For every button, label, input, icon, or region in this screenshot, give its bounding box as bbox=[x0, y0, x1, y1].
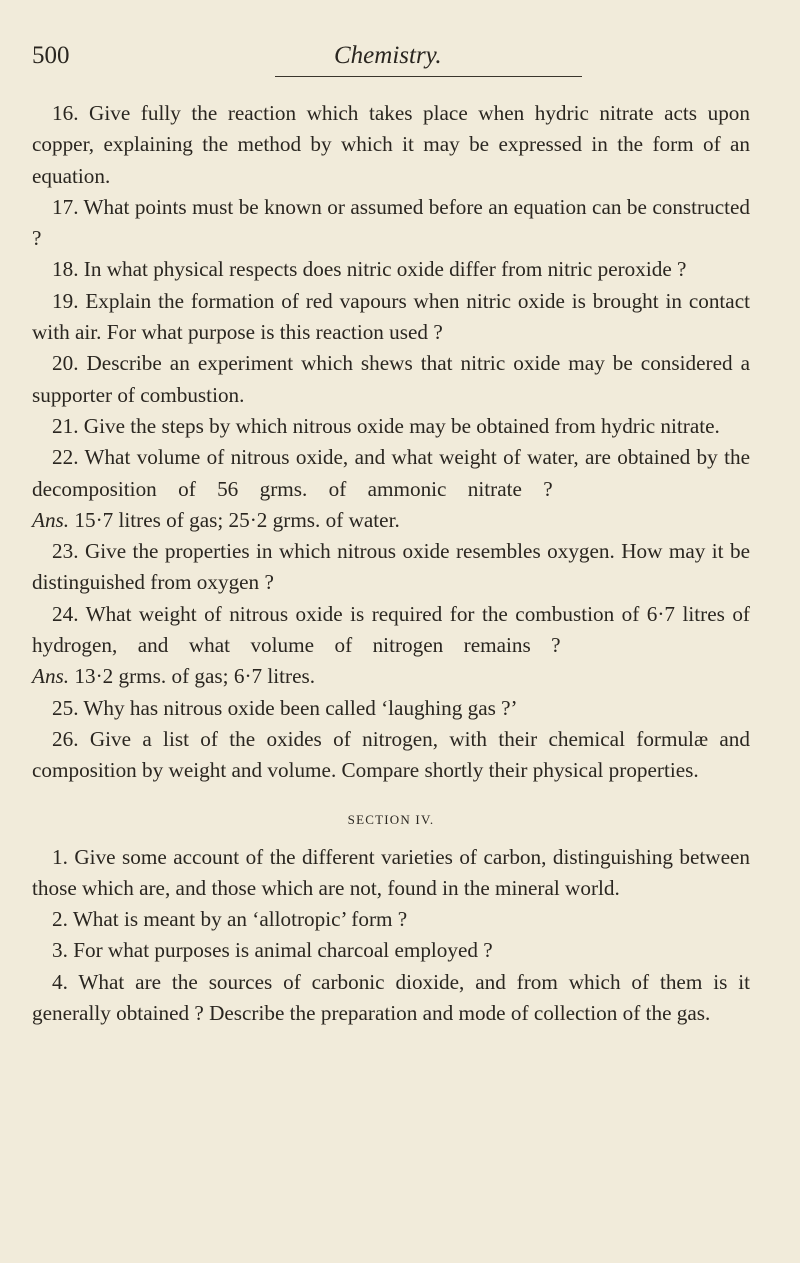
section-heading: SECTION IV. bbox=[347, 811, 435, 827]
question-26 bbox=[32, 724, 750, 787]
question-24 bbox=[32, 599, 750, 693]
book-page bbox=[32, 42, 750, 1029]
answer bbox=[32, 508, 400, 532]
question-18 bbox=[32, 254, 750, 285]
page-header bbox=[32, 42, 750, 82]
question-text: Describe an experiment which shews that nitric oxide may be considered a supporter of combustion. bbox=[32, 351, 751, 407]
question-number: 2. bbox=[52, 907, 68, 932]
answer-text: 15·7 litres of gas; 25·2 grms. of water. bbox=[74, 507, 400, 532]
question-4 bbox=[32, 967, 750, 1030]
question-21 bbox=[32, 411, 750, 442]
question-text: Give the steps by which nitrous oxide may be obtained from hydric nitrate. bbox=[83, 413, 720, 438]
question-number: 3. bbox=[52, 938, 68, 963]
question-text: Give fully the reaction which takes place when hydric nitrate acts upon copper, explaining the method by which it may be expressed in the form of an equation. bbox=[32, 101, 750, 188]
question-text: What volume of nitrous oxide, and what weight of water, are obtained by the decomposition of 56 grms. of ammonic nitrate ? bbox=[32, 445, 750, 501]
question-text: Give some account of the different varieties of carbon, distinguishing between those which are, and those which are not, found in the mineral world. bbox=[32, 844, 751, 900]
answer bbox=[32, 664, 315, 688]
question-number: 18. bbox=[52, 257, 79, 282]
question-text: In what physical respects does nitric oxide differ from nitric peroxide ? bbox=[83, 257, 687, 282]
question-23 bbox=[32, 536, 750, 599]
question-text: What weight of nitrous oxide is required for the combustion of 6·7 litres of hydrogen, and what volume of nitrogen remains ? bbox=[32, 601, 750, 658]
answer-label: Ans. bbox=[32, 507, 70, 532]
question-number: 1. bbox=[52, 844, 68, 869]
question-number: 19. bbox=[52, 288, 79, 313]
question-list bbox=[32, 98, 750, 787]
running-title: Chemistry. bbox=[334, 42, 442, 69]
header-rule bbox=[275, 76, 582, 77]
answer-label: Ans. bbox=[32, 664, 70, 689]
question-17 bbox=[32, 192, 750, 255]
question-text: What is meant by an ‘allotropic’ form ? bbox=[72, 907, 408, 932]
question-20 bbox=[32, 348, 750, 411]
question-text: What are the sources of carbonic dioxide, and from which of them is it generally obtained ? Describe the preparation and mode of collection of the gas. bbox=[32, 969, 750, 1026]
question-number: 21. bbox=[52, 413, 79, 438]
question-number: 26. bbox=[52, 726, 79, 751]
question-number: 25. bbox=[52, 695, 79, 720]
question-2 bbox=[32, 904, 750, 935]
question-19 bbox=[32, 286, 750, 349]
page-body bbox=[32, 98, 750, 1029]
question-text: Give the properties in which nitrous oxide resembles oxygen. How may it be distinguished from oxygen ? bbox=[32, 539, 751, 595]
question-16 bbox=[32, 98, 750, 192]
question-number: 16. bbox=[52, 101, 79, 125]
question-1 bbox=[32, 842, 750, 905]
answer-text: 13·2 grms. of gas; 6·7 litres. bbox=[74, 664, 316, 689]
question-number: 23. bbox=[52, 539, 79, 564]
page-number: 500 bbox=[32, 42, 70, 69]
section-question-list bbox=[32, 842, 750, 1030]
question-3 bbox=[32, 935, 750, 966]
question-number: 22. bbox=[52, 445, 79, 470]
question-text: Why has nitrous oxide been called ‘laughing gas ?’ bbox=[83, 695, 518, 720]
question-number: 24. bbox=[52, 601, 79, 626]
question-text: What points must be known or assumed before an equation can be constructed ? bbox=[32, 194, 750, 251]
question-text: Give a list of the oxides of nitrogen, with their chemical formulæ and composition by weight and volume. Compare shortly their physical properties. bbox=[32, 726, 750, 783]
question-number: 20. bbox=[52, 351, 79, 376]
question-text: Explain the formation of red vapours when nitric oxide is brought in contact with air. For what purpose is this reaction used ? bbox=[32, 288, 751, 345]
question-25 bbox=[32, 693, 750, 724]
question-number: 4. bbox=[52, 969, 68, 994]
question-number: 17. bbox=[52, 194, 79, 219]
question-text: For what purposes is animal charcoal employed ? bbox=[73, 938, 493, 963]
question-22 bbox=[32, 442, 750, 536]
